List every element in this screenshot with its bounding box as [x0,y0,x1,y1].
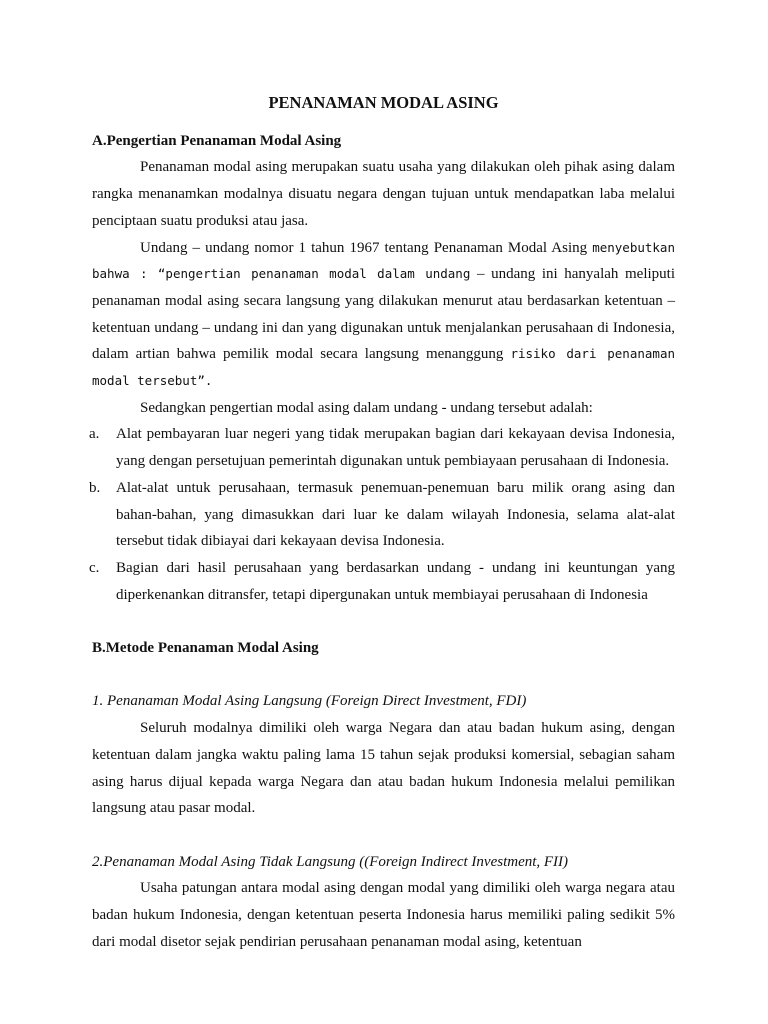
list-item [89,421,675,474]
list-marker: b. [89,479,101,496]
list-item-text: Alat pembayaran luar negeri yang tidak merupakan bagian dari kekayaan devisa Indonesia, yang dengan persetujuan pemerintah digunakan untuk pembiayaan perusahaan di Indonesia. [116,426,675,470]
method-2-paragraph: Usaha patungan antara modal asing dengan modal yang dimiliki oleh warga negara atau badan hukum Indonesia, dengan ketentuan peserta Indonesia harus memiliki paling sedikit 5% dari modal disetor sejak pendirian perusahaan penanaman modal asing, ketentuan [92,880,675,950]
paragraph-2-part-1: Undang – undang nomor 1 tahun 1967 tentang Penanaman Modal Asing [140,239,593,256]
document-title: PENANAMAN MODAL ASING [268,93,499,112]
list-item-text: Bagian dari hasil perusahaan yang berdasarkan undang - undang ini keuntungan yang diperkenankan ditransfer, tetapi dipergunakan untuk membiayai perusahaan di Indonesia [116,559,675,603]
section-b-heading: B.Metode Penanaman Modal Asing [92,640,319,657]
section-a-heading: A.Pengertian Penanaman Modal Asing [92,132,342,149]
list-marker: a. [89,426,100,443]
spacer [92,662,675,689]
definition-list [89,421,675,608]
method-1-heading: 1. Penanaman Modal Asing Langsung (Foreign Direct Investment, FDI) [92,693,527,710]
section-a-paragraph-3: Sedangkan pengertian modal asing dalam undang - undang tersebut adalah: [140,399,593,416]
section-a-paragraph-1: Penanaman modal asing merupakan suatu usaha yang dilakukan oleh pihak asing dalam rangka menanamkan modalnya disuatu negara dengan tujuan untuk mendapatkan laba melalui penciptaan suatu produksi atau jasa. [92,159,675,229]
method-2-heading: 2.Penanaman Modal Asing Tidak Langsung ((Foreign Indirect Investment, FII) [92,853,569,870]
document-page [89,90,675,955]
spacer [92,822,675,849]
list-item [89,555,675,608]
paragraph-2-part-3: – undang ini hanyalah meliputi penanaman modal asing secara langsung yang dilakukan menurut atau berdasarkan ketentuan – ketentuan undang – undang ini dan yang digunakan untuk menjalankan perusahaan di Indonesia, dalam artian bahwa pemilik modal secara langsung menanggung [92,266,675,363]
paragraph-2-quote-start: menyebutkan bahwa : “pengertian penanaman modal dalam undang [92,239,675,282]
spacer [92,608,675,635]
method-1-paragraph: Seluruh modalnya dimiliki oleh warga Negara dan atau badan hukum asing, dengan ketentuan dalam jangka waktu paling lama 15 tahun sejak produksi komersial, sebagian saham asing harus dijual kepada warga Negara dan atau badan hukum Indonesia melalui pemilikan langsung atau pasar modal. [92,720,675,817]
list-item-text: Alat-alat untuk perusahaan, termasuk penemuan-penemuan baru milik orang asing dan bahan-bahan, yang dimasukkan dari luar ke dalam wilayah Indonesia, selama alat-alat tersebut tidak dibiayai dari kekayaan devisa Indonesia. [116,479,675,550]
section-a-paragraph-2 [92,235,675,395]
list-item [89,475,675,555]
list-marker: c. [89,559,100,576]
paragraph-2-quote-end: risiko dari penanaman modal tersebut”. [92,346,675,389]
